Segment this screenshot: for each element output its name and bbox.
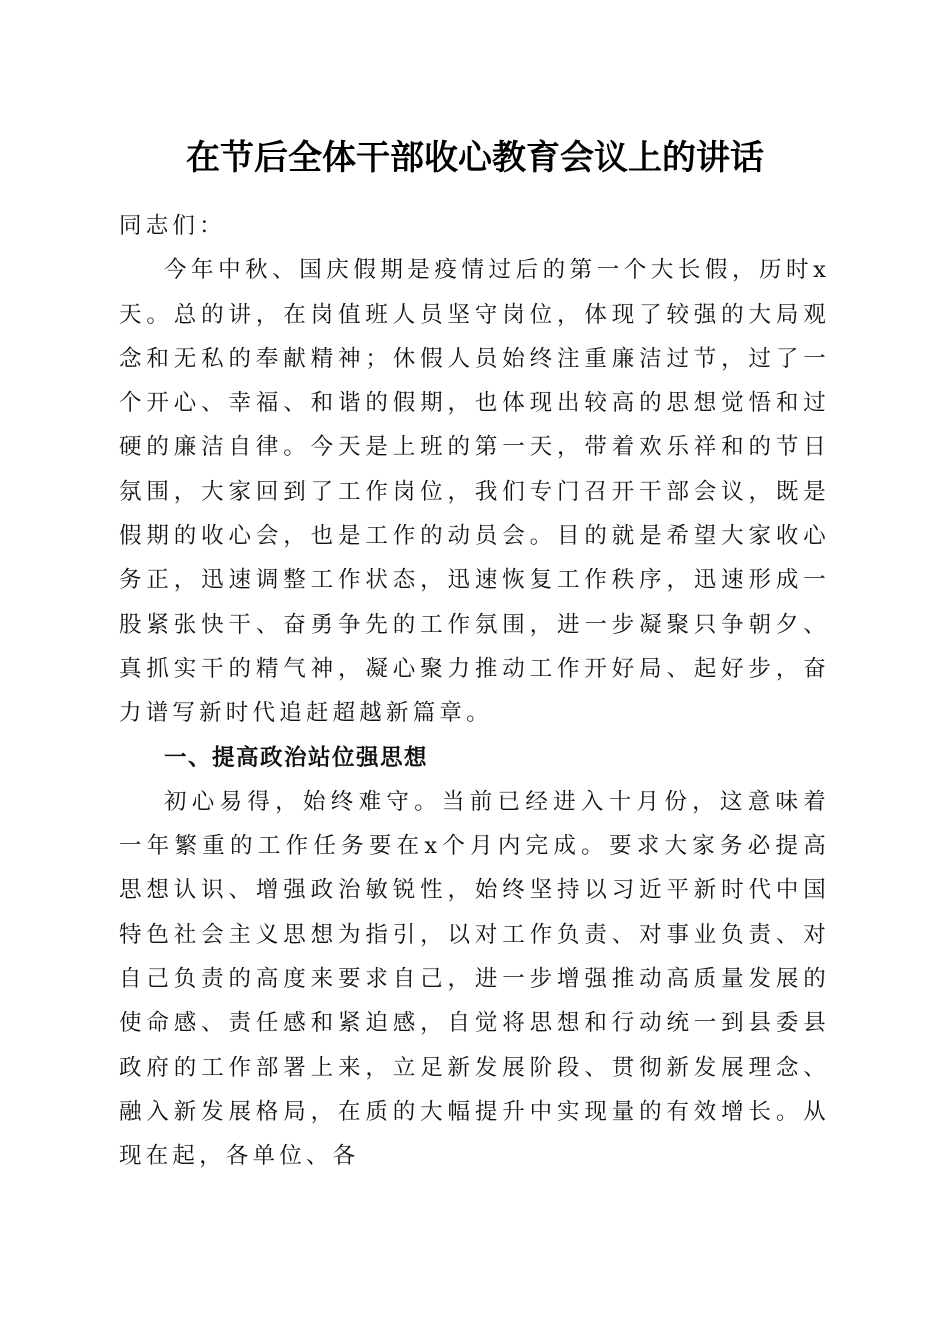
paragraph: 初心易得，始终难守。当前已经进入十月份，这意味着一年繁重的工作任务要在x个月内完成。要求大家务必提高思想认识、增强政治敏锐性，始终坚持以习近平新时代中国特色社会主义思想为指引，以对工作负责、对事业负责、对自己负责的高度来要求自己，进一步增强推动高质量发展的使命感、责任感和紧迫感，自觉将思想和行动统一到县委县政府的工作部署上来，立足新发展阶段、贯彻新发展理念、融入新发展格局，在质的大幅提升中实现量的有效增长。从现在起，各单位、各 xyxy=(119,788,830,1170)
document-title: 在节后全体干部收心教育会议上的讲话 xyxy=(186,138,764,178)
salutation: 同志们： xyxy=(119,213,226,239)
document-body xyxy=(119,204,830,1179)
section-heading: 一、提高政治站位强思想 xyxy=(164,744,429,771)
paragraph: 今年中秋、国庆假期是疫情过后的第一个大长假，历时x天。总的讲，在岗值班人员坚守岗位，体现了较强的大局观念和无私的奉献精神；休假人员始终注重廉洁过节，过了一个开心、幸福、和谐的假期，也体现出较高的思想觉悟和过硬的廉洁自律。今天是上班的第一天，带着欢乐祥和的节日氛围，大家回到了工作岗位，我们专门召开干部会议，既是假期的收心会，也是工作的动员会。目的就是希望大家收心务正，迅速调整工作状态，迅速恢复工作秩序，迅速形成一股紧张快干、奋勇争先的工作氛围，进一步凝聚只争朝夕、真抓实干的精气神，凝心聚力推动工作开好局、起好步，奋力谱写新时代追赶超越新篇章。 xyxy=(119,257,830,727)
